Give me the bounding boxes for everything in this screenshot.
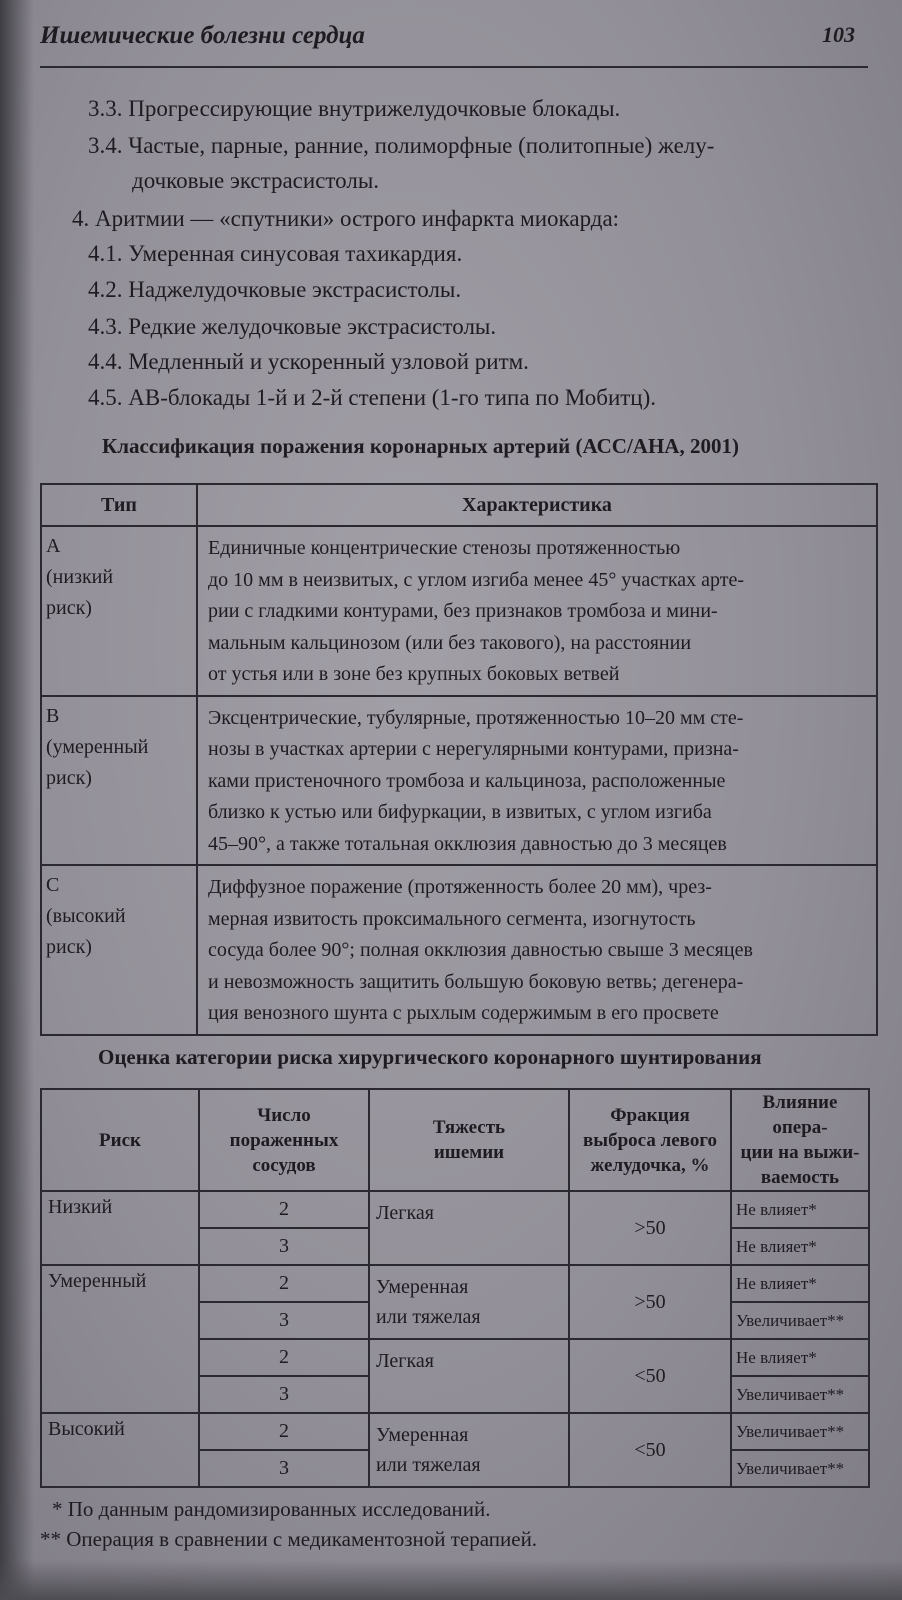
column-header-ejection-fraction [569,1089,731,1191]
coronary-lesion-classification-table [40,483,878,1036]
vessels-cell: 3 [199,1376,369,1413]
desc-line: ками пристеночного тромбоза и кальциноза, расположенные [208,769,726,792]
table-row [41,1413,869,1450]
page-gutter-shadow [0,0,34,1600]
page-number: 103 [822,22,855,47]
header-line: ваемость [760,1167,840,1188]
risk-cell: Высокий [41,1413,199,1487]
vessels-cell: 2 [199,1339,369,1376]
risk-cell: Низкий [41,1191,199,1265]
header-line: пораженных [229,1129,339,1151]
type-risk-label: (высокий [46,905,126,927]
table1-caption: Классификация поражения коронарных артерий (АСС/АНА, 2001) [102,434,739,458]
header-line: Число [257,1104,311,1126]
desc-line: Диффузное поражение (протяженность более 20 мм), чрез- [208,876,712,898]
list-item: 4.3. Редкие желудочковые экстрасистолы. [88,314,497,339]
header-line: желудочка, % [590,1154,710,1176]
footnote: ** Операция в сравнении с медикаментозной терапией. [40,1527,538,1551]
type-risk-label: риск) [46,936,92,958]
survival-effect-cell: Увеличивает** [731,1450,869,1487]
column-header-severity [369,1089,569,1191]
vessels-cell: 3 [199,1302,369,1339]
desc-line: 45–90°, а также тотальная окклюзия давностью до 3 месяцев [208,832,727,855]
desc-line: близко к устью или бифуркации, в извитых, с углом изгиба [208,801,712,823]
desc-line: до 10 мм в неизвитых, с углом изгиба менее 45° участках арте- [208,568,745,591]
list-item: 4.2. Наджелудочковые экстрасистолы. [88,277,462,302]
type-letter: С [46,874,60,896]
column-header-type: Тип [41,484,197,526]
severity-line: или тяжелая [376,1306,481,1328]
header-line: Тяжесть [432,1117,506,1138]
type-risk-label: (умеренный [46,735,149,758]
ejection-fraction-cell: <50 [569,1339,731,1413]
header-line: сосудов [252,1154,316,1176]
severity-line: или тяжелая [376,1454,481,1476]
list-item: 4.4. Медленный и ускоренный узловой ритм. [88,349,529,374]
vessels-cell: 2 [199,1413,369,1450]
page-bottom-shadow [0,1560,902,1600]
running-header-title: Ишемические болезни сердца [40,22,365,49]
desc-line: Эксцентрические, тубулярные, протяженностью 10–20 мм сте- [208,706,744,729]
ejection-fraction-cell: >50 [569,1191,731,1265]
type-cell [41,865,197,1035]
desc-line: Единичные концентрические стенозы протяженностью [208,537,681,559]
column-header-risk [41,1089,199,1191]
footnote: * По данным рандомизированных исследований. [52,1497,491,1521]
desc-line: от устья или в зоне без крупных боковых ветвей [208,663,620,685]
type-risk-label: риск) [46,766,92,789]
list-item: 3.4. Частые, парные, ранние, полиморфные (политопные) желу- [88,133,715,158]
vessels-cell: 3 [199,1450,369,1487]
survival-effect-cell: Увеличивает** [731,1376,869,1413]
table2-caption: Оценка категории риска хирургического коронарного шунтирования [98,1045,762,1069]
ejection-fraction-cell: >50 [569,1265,731,1339]
type-cell [41,696,197,866]
characteristic-cell [197,696,877,866]
header-line: Риск [99,1129,141,1151]
type-cell [41,526,197,696]
desc-line: и невозможность защитить большую боковую ветвь; дегенера- [208,970,744,993]
vessels-cell: 3 [199,1228,369,1265]
column-header-characteristic: Характеристика [197,484,877,526]
header-line: ции на выжи- [740,1142,860,1163]
type-letter: А [46,535,61,557]
characteristic-cell [197,526,877,696]
vessels-cell: 2 [199,1191,369,1228]
severity-cell: Легкая [369,1339,569,1413]
header-line: Фракция [610,1104,690,1126]
survival-effect-cell: Не влияет* [731,1191,869,1228]
column-header-survival-effect [731,1089,869,1191]
characteristic-cell [197,865,877,1035]
severity-line: Умеренная [376,1276,469,1298]
desc-line: сосуда более 90°; полная окклюзия давностью свыше 3 месяцев [208,939,753,961]
severity-cell: Легкая [369,1191,569,1265]
table-header-row [41,1089,869,1191]
desc-line: мальным кальцинозом (или без такового), на расстоянии [208,631,692,654]
ejection-fraction-cell: <50 [569,1413,731,1487]
table-row [41,865,877,1035]
severity-cell [369,1413,569,1487]
desc-line: мерная извитость проксимального сегмента, изогнутость [208,907,696,930]
column-header-vessels [199,1089,369,1191]
list-item: 3.3. Прогрессирующие внутрижелудочковые блокады. [88,96,621,121]
desc-line: ция венозного шунта с рыхлым содержимым в его просвете [208,1002,719,1024]
desc-line: нозы в участках артерии с нерегулярными контурами, призна- [208,738,739,760]
survival-effect-cell: Увеличивает** [731,1302,869,1339]
severity-line: Умеренная [376,1424,469,1446]
table-row [41,526,877,696]
list-item: 4. Аритмии — «спутники» острого инфаркта миокарда: [72,206,620,231]
type-risk-label: риск) [46,597,92,619]
desc-line: рии с гладкими контурами, без признаков тромбоза и мини- [208,600,718,622]
table-row [41,1191,869,1228]
list-item-continuation: дочковые экстрасистолы. [132,168,380,193]
type-risk-label: (низкий [46,566,114,588]
list-item: 4.5. АВ-блокады 1-й и 2-й степени (1-го типа по Мобитц). [88,385,657,410]
risk-cell: Умеренный [41,1265,199,1413]
severity-cell [369,1265,569,1339]
table-row [41,696,877,866]
table-row [41,1265,869,1302]
survival-effect-cell: Не влияет* [731,1339,869,1376]
type-letter: В [46,704,60,727]
survival-effect-cell: Увеличивает** [731,1413,869,1450]
header-line: ишемии [433,1142,505,1163]
survival-effect-cell: Не влияет* [731,1228,869,1265]
header-rule [40,66,868,68]
surgical-risk-table [40,1088,870,1488]
header-line: Влияние опера- [762,1092,838,1138]
survival-effect-cell: Не влияет* [731,1265,869,1302]
vessels-cell: 2 [199,1265,369,1302]
header-line: выброса левого [583,1129,717,1151]
list-item: 4.1. Умеренная синусовая тахикардия. [88,241,463,266]
table-header-row [41,484,877,526]
